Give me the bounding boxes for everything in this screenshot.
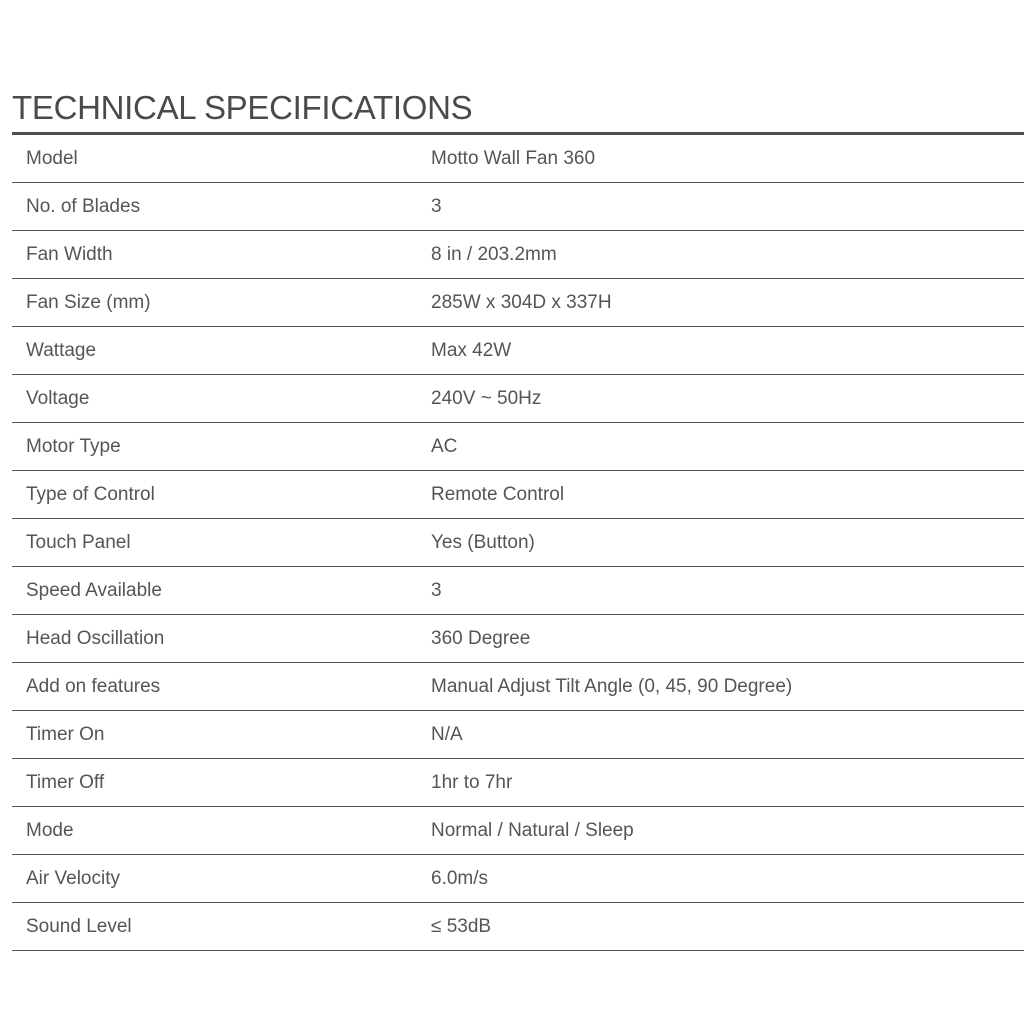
spec-label: Sound Level bbox=[12, 903, 430, 951]
spec-label: Speed Available bbox=[12, 567, 430, 615]
spec-label: Mode bbox=[12, 807, 430, 855]
spec-label: Model bbox=[12, 135, 430, 183]
spec-row bbox=[12, 711, 1024, 759]
spec-label: Air Velocity bbox=[12, 855, 430, 903]
spec-label: Fan Width bbox=[12, 231, 430, 279]
spec-label: Timer Off bbox=[12, 759, 430, 807]
spec-sheet bbox=[12, 88, 1024, 951]
spec-value: Max 42W bbox=[430, 327, 1024, 375]
spec-row bbox=[12, 423, 1024, 471]
spec-row bbox=[12, 663, 1024, 711]
spec-label: Touch Panel bbox=[12, 519, 430, 567]
spec-table bbox=[12, 135, 1024, 951]
spec-row bbox=[12, 807, 1024, 855]
spec-row bbox=[12, 471, 1024, 519]
spec-row bbox=[12, 231, 1024, 279]
spec-value: 3 bbox=[430, 567, 1024, 615]
spec-value: N/A bbox=[430, 711, 1024, 759]
spec-value: Remote Control bbox=[430, 471, 1024, 519]
spec-label: Fan Size (mm) bbox=[12, 279, 430, 327]
spec-label: Head Oscillation bbox=[12, 615, 430, 663]
spec-value: AC bbox=[430, 423, 1024, 471]
spec-value: 1hr to 7hr bbox=[430, 759, 1024, 807]
spec-value: 6.0m/s bbox=[430, 855, 1024, 903]
spec-row bbox=[12, 519, 1024, 567]
spec-row bbox=[12, 615, 1024, 663]
spec-label: Motor Type bbox=[12, 423, 430, 471]
spec-row bbox=[12, 567, 1024, 615]
spec-value: 285W x 304D x 337H bbox=[430, 279, 1024, 327]
spec-value: Yes (Button) bbox=[430, 519, 1024, 567]
spec-row bbox=[12, 135, 1024, 183]
spec-row bbox=[12, 903, 1024, 951]
spec-row bbox=[12, 855, 1024, 903]
spec-row bbox=[12, 327, 1024, 375]
spec-value: 360 Degree bbox=[430, 615, 1024, 663]
spec-label: No. of Blades bbox=[12, 183, 430, 231]
spec-row bbox=[12, 183, 1024, 231]
spec-row bbox=[12, 759, 1024, 807]
spec-value: Normal / Natural / Sleep bbox=[430, 807, 1024, 855]
spec-label: Add on features bbox=[12, 663, 430, 711]
page-title: TECHNICAL SPECIFICATIONS bbox=[12, 89, 473, 126]
spec-value: Motto Wall Fan 360 bbox=[430, 135, 1024, 183]
spec-label: Timer On bbox=[12, 711, 430, 759]
spec-value: ≤ 53dB bbox=[430, 903, 1024, 951]
spec-value: Manual Adjust Tilt Angle (0, 45, 90 Degree) bbox=[430, 663, 1024, 711]
spec-value: 8 in / 203.2mm bbox=[430, 231, 1024, 279]
spec-row bbox=[12, 279, 1024, 327]
spec-label: Wattage bbox=[12, 327, 430, 375]
spec-value: 240V ~ 50Hz bbox=[430, 375, 1024, 423]
spec-row bbox=[12, 375, 1024, 423]
spec-value: 3 bbox=[430, 183, 1024, 231]
spec-label: Voltage bbox=[12, 375, 430, 423]
spec-label: Type of Control bbox=[12, 471, 430, 519]
